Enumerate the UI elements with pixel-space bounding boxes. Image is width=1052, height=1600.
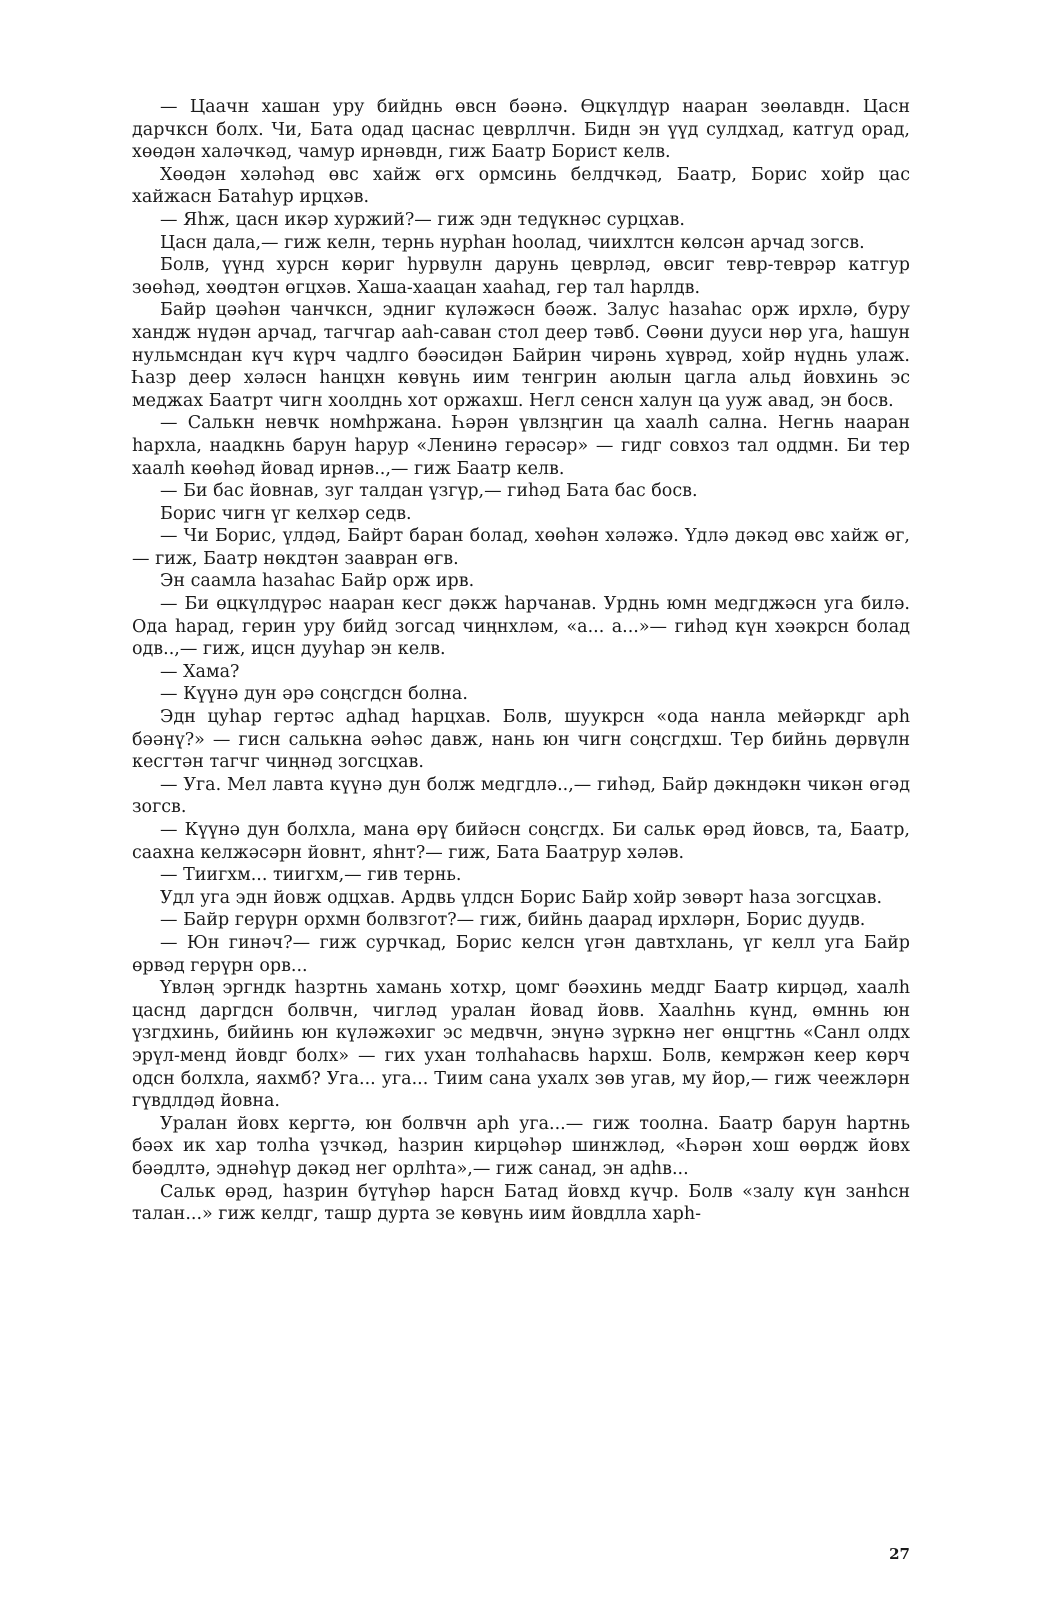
paragraph: Удл уга эдн йовж одцхав. Ардвь үлдсн Борис Байр хойр зөвәрт һаза зогсцхав. [160, 887, 883, 908]
paragraph: Хөөдән хәләһәд өвс хайж өгх ормсинь белдчкәд, Баатр, Борис хойр цас хайжасн Батаһур ирцхәв. [132, 164, 910, 208]
paragraph: Цасн дала,— гиж келн, тернь нурһан һоолад, чиихлтсн көлсән арчад зогсв. [160, 232, 865, 253]
paragraph: Сальк өрәд, һазрин бүтүһәр һарсн Батад йовхд күчр. Болв «залу күн занһсн талан...» гиж келдг, ташр дурта зе көвүнь иим йовдлла харһ- [132, 1181, 910, 1225]
paragraph: — Күүнә дун әрә соңсгдсн болна. [160, 684, 468, 705]
paragraph: — Тиигхм... тиигхм,— гив тернь. [160, 865, 462, 886]
paragraph: — Хама? [160, 661, 240, 682]
page-number: 27 [889, 1545, 910, 1563]
paragraph: — Юн гинәч?— гиж сурчкад, Борис келсн үгән давтхлань, үг келл уга Байр өрвәд герүрн орв... [132, 932, 910, 976]
paragraph: — Уга. Мел лавта күүнә дун болж медгдлә..,— гиһәд, Байр дәкндәкн чикән өгәд зогсв. [132, 774, 910, 818]
paragraph: — Салькн невчк номһржана. Һәрән үвлзңгин ца хаалһ сална. Негнь нааран һархла, наадкнь барун һарур «Ленинә герәсәр» — гидг совхоз тал оддмн. Би тер хаалһ көөһәд йовад ирнәв..,— гиж Баатр келв. [132, 413, 910, 479]
paragraph: — Цаачн хашан уру бийднь өвсн бәәнә. Өцкүлдүр нааран зөөлавдн. Цасн дарчксн болх. Чи, Бата одад цаснас цеврллчн. Бидн эн үүд сулдхад, катгуд орад, хөөдән халәчкәд, чамур ирнәвдн, гиж Баатр Борист келв. [132, 97, 910, 163]
body-text [132, 96, 910, 1226]
paragraph: — Күүнә дун болхла, мана өрү бийәсн соңсгдх. Би сальк өрәд йовсв, та, Баатр, саахна келжәсәрн йовнт, яһнт?— гиж, Бата Баатрур хәләв. [132, 820, 910, 863]
paragraph: Байр цәәһән чанчксн, эдниг күләжәсн бәәж. Залус һазаһас орж ирхлә, буру хандж нүдән арчад, тагчгар ааһ-саван стол деер тәвб. Сөөни дууси нөр уга, һашун нульмсндан күч күрч чадлго бәәсидән Байрин чирәнь хүврәд, хойр нүднь улаж. Һазр деер хәләсн һанцхн көвүнь иим тенгрин аюлын цагла альд йовхинь эс меджах Баатрт чигн хоолднь хот оржахш. Негл сенсн халун ца ууж авад, эн босв. [132, 300, 910, 411]
paragraph: — Яһж, цасн икәр хуржий?— гиж эдн тедүкнәс сурцхав. [160, 209, 685, 230]
paragraph: — Чи Борис, үлдәд, Байрт баран болад, хөөһән хәләжә. Үдлә дәкәд өвс хайж өг,— гиж, Баатр нөкдтән заавран өгв. [132, 526, 910, 569]
paragraph: Эдн цуһар гертәс адһад һарцхав. Болв, шуукрсн «ода нанла мейәркдг арһ бәәнү?» — гисн салькна әәһәс давж, нань юн чигн соңсгдхш. Тер бийнь дөрвүлн кесгтән тагчг чиңнәд зогсцхав. [132, 707, 910, 773]
paragraph: Үвләң эргндк һазртнь хамань хотхр, цомг бәәхинь меддг Баатр кирцәд, хаалһ цаснд даргдсн болвчн, чигләд уралан йовад йовв. Хаалһнь күнд, өмннь юн үзгдхинь, бийинь юн күләжәхиг эс медвчн, энүнә зүркнә нег өнцгтнь «Санл олдх эрүл-менд йовдг болх» — гих ухан толһаһасвь һархш. Болв, кемржән кеер көрч одсн болхла, яахмб? Уга... уга... Тиим сана ухалх зөв угав, му йор,— гиж чеежләрн гүвдлдәд йовна. [132, 978, 910, 1112]
paragraph: Эн саамла һазаһас Байр орж ирв. [160, 571, 475, 592]
paragraph: Уралан йовх кергтә, юн болвчн арһ уга...— гиж тоолна. Баатр барун һартнь бәәх ик хар толһа үзчкәд, һазрин кирцәһәр шинжләд, «Һәрән хош өөрдж йовх бәәдлтә, эднәһүр дәкәд нег орлһта»,— гиж санад, эн адһв... [132, 1113, 910, 1179]
paragraph: — Байр герүрн орхмн болвзгот?— гиж, бийнь даарад ирхләрн, Борис дуудв. [160, 910, 866, 931]
paragraph: Болв, үүнд хурсн көриг һурвулн дарунь цеврләд, өвсиг тевр-теврәр катгур зөөһәд, хөөдтән өгцхәв. Хаша-хаацан хааһад, гер тал һарлдв. [132, 255, 910, 298]
paragraph: — Би бас йовнав, зуг талдан үзгүр,— гиһәд Бата бас босв. [160, 481, 698, 502]
paragraph: Борис чигн үг келхәр седв. [160, 503, 412, 524]
paragraph: — Би өцкүлдүрәс нааран кесг дәкж һарчанав. Урднь юмн медгджәсн уга билә. Ода һарад, герин уру бийд зогсад чиңнхләм, «а... а...»— гиһәд күн хәәкрсн болад одв..,— гиж, ицсн дууһар эн келв. [132, 594, 910, 660]
